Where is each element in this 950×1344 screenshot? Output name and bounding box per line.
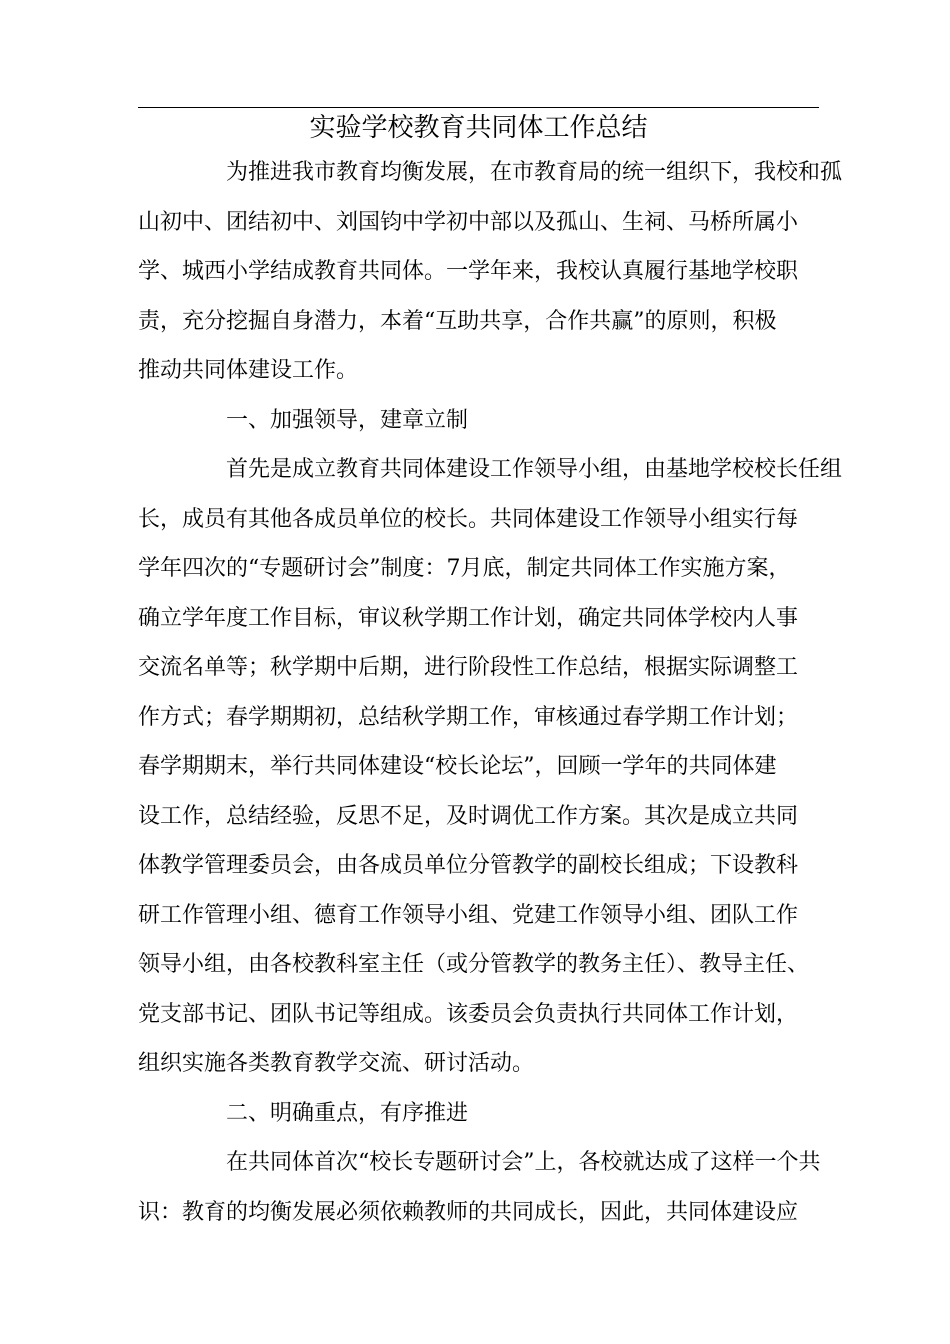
- document-body: [138, 148, 843, 1237]
- text-line: 责，充分挖掘自身潜力，本着“互助共享，合作共赢”的原则，积极: [138, 308, 777, 334]
- paragraph-section-1: [138, 445, 843, 1089]
- text-line: 春学期期末，举行共同体建设“校长论坛”，回顾一学年的共同体建: [138, 754, 777, 779]
- section-heading-1: [138, 396, 824, 446]
- text-line: 作方式；春学期期初，总结秋学期工作，审核通过春学期工作计划；: [138, 704, 799, 730]
- text-line: 研工作管理小组、德育工作领导小组、党建工作领导小组、团队工作: [138, 902, 799, 928]
- text-line: 体教学管理委员会，由各成员单位分管教学的副校长组成；下设教科: [138, 853, 799, 878]
- text-line: 设工作，总结经验，反思不足，及时调优工作方案。其次是成立共同: [138, 803, 799, 829]
- text-line: 为推进我市教育均衡发展，在市教育局的统一组织下，我校和孤: [226, 160, 843, 185]
- text-line: 确立学年度工作目标，审议秋学期工作计划，确定共同体学校内人事: [138, 605, 799, 631]
- text-line: 首先是成立教育共同体建设工作领导小组，由基地学校校长任组: [226, 457, 843, 482]
- paragraph-section-2: [138, 1138, 824, 1237]
- text-line: 组织实施各类教育教学交流、研讨活动。: [138, 1051, 535, 1076]
- text-line: 在共同体首次“校长专题研讨会”上，各校就达成了这样一个共: [226, 1150, 821, 1175]
- text-line: 推动共同体建设工作。: [138, 358, 359, 383]
- text-line: 识：教育的均衡发展必须依赖教师的共同成长，因此，共同体建设应: [138, 1199, 799, 1225]
- header-rule: [138, 107, 819, 108]
- text-line: 交流名单等；秋学期中后期，进行阶段性工作总结，根据实际调整工: [138, 655, 799, 680]
- section-heading-text: 一、加强领导，建章立制: [226, 407, 469, 433]
- document-title: 实验学校教育共同体工作总结: [309, 113, 648, 143]
- text-line: 学年四次的“专题研讨会”制度：7月底，制定共同体工作实施方案，: [138, 556, 791, 581]
- text-line: 领导小组，由各校教科室主任（或分管教学的教务主任）、教导主任、: [138, 952, 810, 977]
- section-heading-text: 二、明确重点，有序推进: [226, 1100, 469, 1126]
- text-line: 长，成员有其他各成员单位的校长。共同体建设工作领导小组实行每: [138, 506, 799, 532]
- text-line: 学、城西小学结成教育共同体。一学年来，我校认真履行基地学校职: [138, 259, 799, 284]
- paragraph-intro: [138, 148, 843, 396]
- text-line: 党支部书记、团队书记等组成。该委员会负责执行共同体工作计划，: [138, 1001, 799, 1027]
- text-line: 山初中、团结初中、刘国钧中学初中部以及孤山、生祠、马桥所属小: [138, 209, 799, 235]
- section-heading-2: [138, 1089, 824, 1139]
